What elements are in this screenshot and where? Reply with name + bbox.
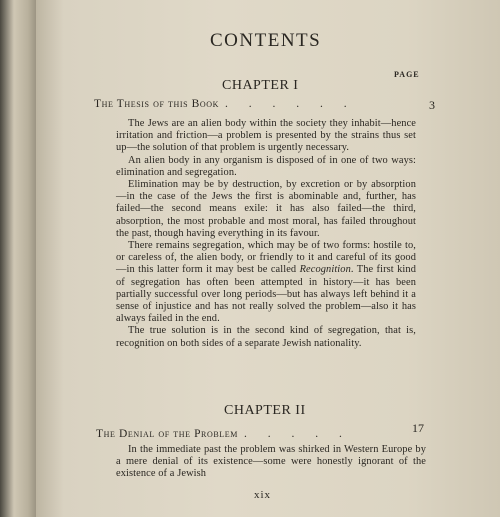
chapter-1-heading: CHAPTER I [222, 78, 299, 93]
chapter-1-entry [94, 98, 356, 110]
leader-dots: . . . . . . [225, 98, 356, 110]
contents-heading: CONTENTS [210, 30, 322, 51]
chapter-1-page-number: 3 [429, 98, 435, 112]
leader-dots: . . . . . [244, 428, 351, 440]
chapter-1-summary [116, 118, 416, 350]
chapter-2-heading: CHAPTER II [224, 403, 306, 418]
chapter-2-entry [96, 428, 351, 440]
book-page [36, 0, 500, 517]
chapter-1-entry-title: The Thesis of this Book [94, 98, 220, 110]
chapter-2-page-number: 17 [412, 421, 424, 435]
summary-paragraph: An alien body in any organism is disposed of in one of two ways: elimination and segregation. [116, 154, 416, 178]
summary-paragraph: In the immediate past the problem was shirked in Western Europe by a mere denial of its existence—some were honestly ignorant of the existence of a Jewish [116, 444, 426, 480]
chapter-2-summary [116, 444, 426, 481]
summary-paragraph: The true solution is in the second kind of segregation, that is, recognition on both sides of a separate Jewish nationality. [116, 325, 416, 349]
emphasis: Recognition [299, 264, 351, 276]
summary-paragraph: Elimination may be by destruction, by excretion or by absorption—in the case of the Jews the first is abominable and, further, has failed—the second means exile: it has also failed—the third, absorption, the most probable and most moral, has failed throughout the past, though having everything in its favour. [116, 179, 416, 239]
chapter-2-entry-title: The Denial of the Problem [96, 428, 238, 440]
page-folio: xix [254, 489, 272, 501]
summary-paragraph: There remains segregation, which may be of two forms: hostile to, or careless of, the alien body, or friendly to it and careful of its good—in this latter form it may best be called Recognition. The first kind of segregation has often been attempted in history—it has been partially successful over long periods—but has always left behind it a sense of injustice and has not really solved the problem—also it has always failed in the end. [116, 240, 417, 325]
page-column-label: PAGE [394, 70, 420, 79]
book-spine-shadow [0, 0, 40, 517]
summary-paragraph: The Jews are an alien body within the society they inhabit—hence irritation and friction—a problem is presented by the strains thus set up—the solution of that problem is urgently necessary. [116, 118, 416, 154]
